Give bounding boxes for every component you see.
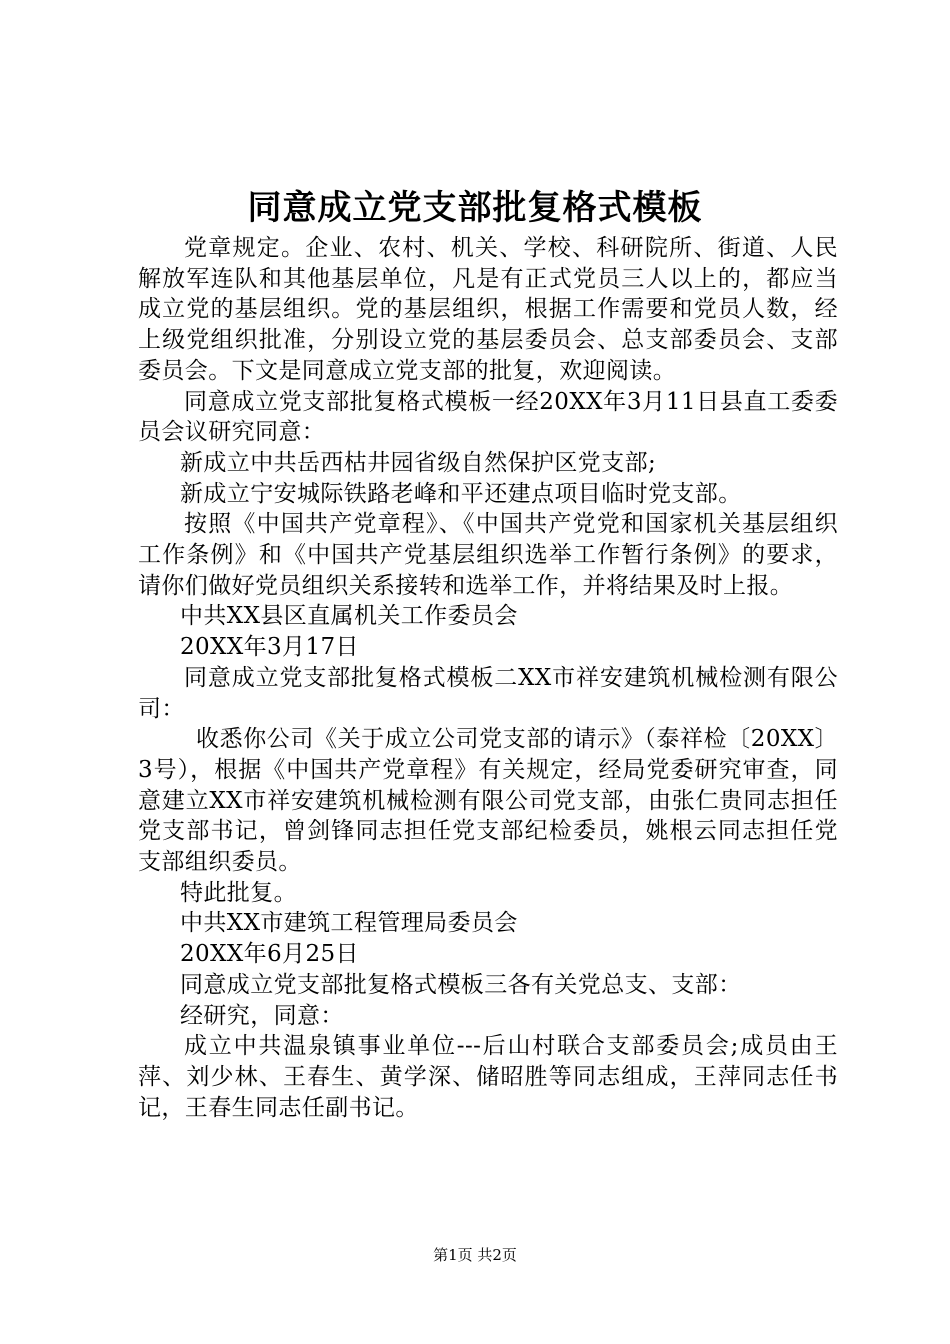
closing-line: 特此批复。	[180, 879, 297, 906]
list-item: 新成立中共岳西枯井园省级自然保护区党支部;	[180, 449, 657, 476]
approval-paragraph: 收悉你公司《关于成立公司党支部的请示》（泰祥检〔20XX〕3号），根据《中国共产党章程》有关规定，经局党委研究审查，同意建立XX市祥安建筑机械检测有限公司党支部，由张仁贵同志担任党支部书记，曾剑锋同志担任党支部纪检委员，姚根云同志担任党支部组织委员。	[138, 726, 838, 876]
decision-line: 经研究，同意：	[180, 1002, 344, 1029]
document-body	[138, 233, 838, 1123]
template-three-heading: 同意成立党支部批复格式模板三各有关党总支、支部：	[180, 971, 742, 998]
document-title: 同意成立党支部批复格式模板	[247, 188, 703, 228]
template-one-heading: 同意成立党支部批复格式模板一经20XX年3月11日县直工委委员会议研究同意：	[138, 388, 838, 446]
establishment-paragraph: 成立中共温泉镇事业单位---后山村联合支部委员会;成员由王萍、刘少林、王春生、黄学深、储昭胜等同志组成，王萍同志任书记，王春生同志任副书记。	[138, 1033, 838, 1121]
issue-date: 20XX年6月25日	[180, 941, 359, 968]
issuer-signature: 中共XX市建筑工程管理局委员会	[180, 910, 518, 937]
page-number: 第1页 共2页	[433, 1246, 517, 1264]
list-item: 新成立宁安城际铁路老峰和平还建点项目临时党支部。	[180, 480, 742, 507]
issue-date: 20XX年3月17日	[180, 634, 359, 661]
template-two-heading: 同意成立党支部批复格式模板二XX市祥安建筑机械检测有限公司：	[138, 664, 838, 722]
intro-paragraph: 党章规定。企业、农村、机关、学校、科研院所、街道、人民解放军连队和其他基层单位，凡是有正式党员三人以上的，都应当成立党的基层组织。党的基层组织，根据工作需要和党员人数，经上级党组织批准，分别设立党的基层委员会、总支部委员会、支部委员会。下文是同意成立党支部的批复，欢迎阅读。	[138, 235, 838, 384]
issuer-signature: 中共XX县区直属机关工作委员会	[180, 603, 518, 630]
requirements-paragraph: 按照《中国共产党章程》、《中国共产党党和国家机关基层组织工作条例》和《中国共产党基层组织选举工作暂行条例》的要求，请你们做好党员组织关系接转和选举工作，并将结果及时上报。	[138, 511, 838, 599]
